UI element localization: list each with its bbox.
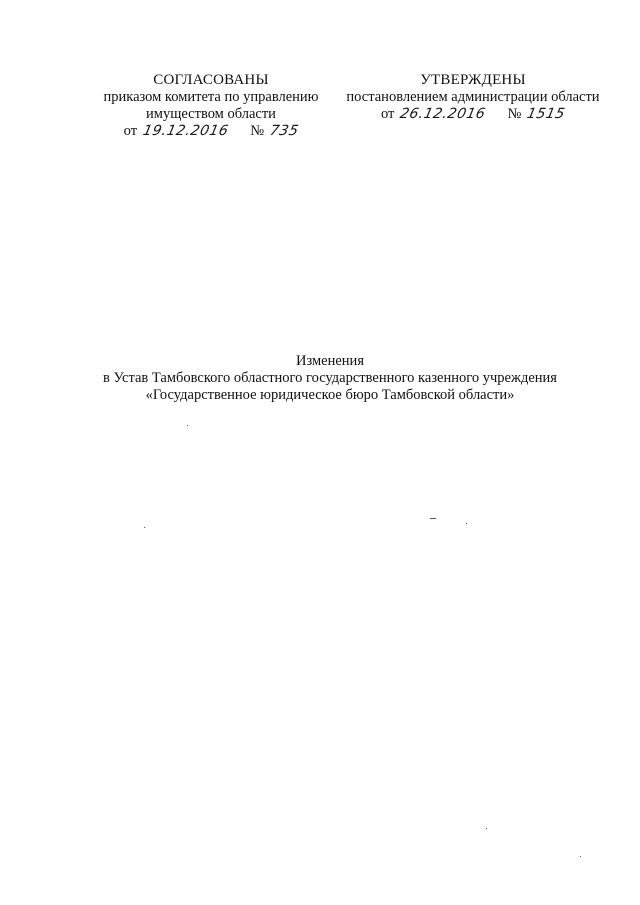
approved-by-block <box>80 72 342 140</box>
approved-by-line1: приказом комитета по управлению <box>103 89 319 105</box>
confirmed-by-heading: УТВЕРЖДЕНЫ <box>420 72 526 88</box>
approved-by-date-line <box>80 123 342 140</box>
document-title <box>40 353 620 404</box>
confirmed-by-line1: постановлением администрации области <box>346 89 600 105</box>
document-title-line2: в Устав Тамбовского областного государственного казенного учреждения <box>103 370 557 386</box>
approved-by-line2: имуществом области <box>146 106 276 122</box>
confirmed-by-block <box>340 72 606 123</box>
scan-speck <box>466 523 467 524</box>
scan-speck <box>144 527 145 528</box>
scan-speck <box>187 425 188 426</box>
approved-by-from-label: от <box>123 123 138 139</box>
scan-speck <box>486 828 487 829</box>
approved-by-date: 19.12.2016 <box>141 123 231 139</box>
document-title-line3: «Государственное юридическое бюро Тамбовской области» <box>145 387 515 403</box>
document-title-line1: Изменения <box>296 353 364 369</box>
confirmed-by-date: 26.12.2016 <box>398 106 488 122</box>
scan-speck <box>580 856 581 857</box>
approved-by-number-label: № <box>250 123 265 139</box>
scan-speck <box>430 518 436 519</box>
confirmed-by-number-label: № <box>507 106 522 122</box>
approved-by-number: 735 <box>268 123 301 139</box>
confirmed-by-from-label: от <box>380 106 395 122</box>
confirmed-by-date-line <box>340 106 606 123</box>
approved-by-heading: СОГЛАСОВАНЫ <box>153 72 269 88</box>
confirmed-by-number: 1515 <box>525 106 567 122</box>
